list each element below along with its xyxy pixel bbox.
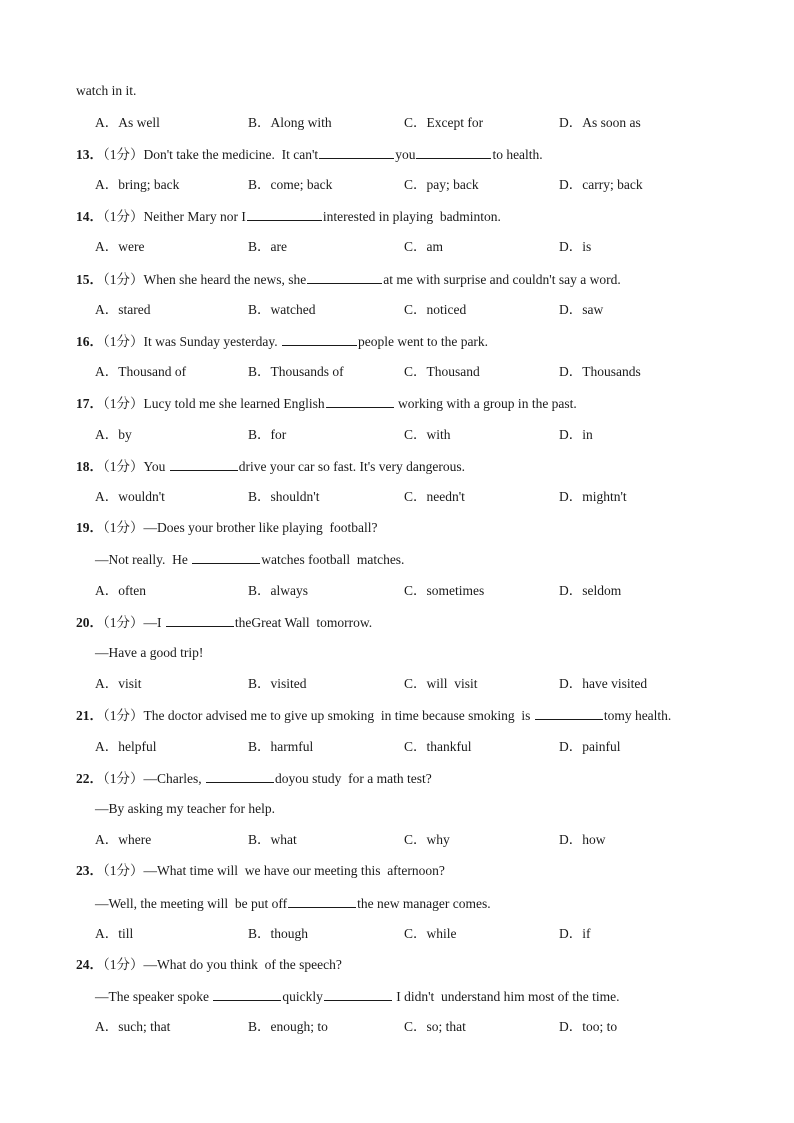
- question-score: （1分）: [103, 708, 144, 723]
- option-b: B．harmful: [248, 739, 314, 754]
- option-c: C．Except for: [404, 115, 484, 130]
- question-score: （1分）: [103, 771, 144, 786]
- question-number: 17．: [76, 396, 103, 411]
- option-a: A．helpful: [95, 739, 157, 754]
- option-d: D．how: [559, 832, 606, 847]
- question-19-options: [95, 582, 775, 600]
- question-text: quickly: [282, 989, 323, 1004]
- option-d: D．carry; back: [559, 177, 643, 192]
- question-21: [76, 706, 671, 725]
- question-19: [76, 519, 377, 537]
- question-score: （1分）: [103, 334, 144, 349]
- question-22: [76, 769, 432, 788]
- question-13-options: [95, 176, 775, 194]
- question-score: （1分）: [103, 459, 144, 474]
- question-number: 23．: [76, 863, 103, 878]
- question-23-line-2: [95, 894, 491, 913]
- question-24: [76, 956, 342, 974]
- question-16-options: [95, 363, 775, 381]
- question-text: Lucy told me she learned English: [143, 396, 325, 411]
- question-number: 14．: [76, 209, 103, 224]
- question-score: （1分）: [103, 957, 144, 972]
- option-d: D．Thousands: [559, 364, 641, 379]
- answer-blank: [288, 894, 356, 908]
- question-number: 20．: [76, 615, 103, 630]
- question-score: （1分）: [103, 147, 144, 162]
- option-d: D．if: [559, 926, 591, 941]
- answer-blank: [319, 145, 394, 159]
- option-a: A．such; that: [95, 1019, 171, 1034]
- question-24-line-2: [95, 987, 620, 1006]
- question-23: [76, 862, 445, 880]
- answer-blank: [247, 207, 322, 221]
- question-text: doyou study for a math test?: [275, 771, 432, 786]
- question-17-options: [95, 426, 775, 444]
- question-number: 22．: [76, 771, 103, 786]
- question-21-options: [95, 738, 775, 756]
- answer-blank: [213, 987, 281, 1001]
- option-a: A．often: [95, 583, 146, 598]
- question-23-options: [95, 925, 775, 943]
- question-text: You: [143, 459, 169, 474]
- question-14: [76, 207, 501, 226]
- answer-blank: [206, 769, 274, 783]
- option-c: C．Thousand: [404, 364, 480, 379]
- option-a: A．were: [95, 239, 145, 254]
- question-24-options: [95, 1018, 775, 1036]
- option-d: D．too; to: [559, 1019, 618, 1034]
- question-text: —Not really. He: [95, 552, 192, 567]
- answer-blank: [324, 987, 392, 1001]
- question-text: Neither Mary nor I: [143, 209, 246, 224]
- question-number: 21．: [76, 708, 103, 723]
- question-19-line-2: [95, 550, 404, 569]
- question-number: 19．: [76, 520, 103, 535]
- answer-blank: [192, 550, 260, 564]
- option-a: A．wouldn't: [95, 489, 165, 504]
- option-c: C．am: [404, 239, 443, 254]
- question-number: 13．: [76, 147, 103, 162]
- question-text: tomy health.: [603, 708, 672, 723]
- answer-blank: [170, 457, 238, 471]
- question-15: [76, 270, 621, 289]
- question-text: drive your car so fast. It's very dangerous.: [238, 459, 466, 474]
- question-text: —Does your brother like playing football?: [143, 520, 378, 535]
- question-number: 18．: [76, 459, 103, 474]
- option-c: C．noticed: [404, 302, 467, 317]
- option-a: A．As well: [95, 115, 160, 130]
- question-text: —What do you think of the speech?: [143, 957, 342, 972]
- question-text: —Have a good trip!: [95, 645, 204, 660]
- question-score: （1分）: [103, 863, 144, 878]
- option-a: A．till: [95, 926, 134, 941]
- question-score: （1分）: [103, 520, 144, 535]
- answer-blank: [416, 145, 491, 159]
- question-number: 16．: [76, 334, 103, 349]
- question-text: to health.: [492, 147, 543, 162]
- intro-text: [76, 82, 136, 100]
- q12-options: [95, 114, 775, 132]
- option-b: B．shouldn't: [248, 489, 320, 504]
- question-13: [76, 145, 543, 164]
- option-b: B．enough; to: [248, 1019, 328, 1034]
- answer-blank: [166, 613, 234, 627]
- option-c: C．why: [404, 832, 450, 847]
- option-c: C．pay; back: [404, 177, 479, 192]
- question-20: [76, 613, 372, 632]
- question-text: The doctor advised me to give up smoking in time because smoking is: [143, 708, 534, 723]
- answer-blank: [326, 394, 394, 408]
- question-text: I didn't understand him most of the time.: [392, 989, 620, 1004]
- question-text: —Charles,: [143, 771, 205, 786]
- question-score: （1分）: [103, 615, 144, 630]
- option-a: A．stared: [95, 302, 151, 317]
- question-score: （1分）: [103, 396, 144, 411]
- question-22-line-2: [95, 800, 275, 818]
- question-18: [76, 457, 465, 476]
- question-22-options: [95, 831, 775, 849]
- option-c: C．while: [404, 926, 457, 941]
- question-number: 24．: [76, 957, 103, 972]
- option-d: D．mightn't: [559, 489, 627, 504]
- intro-line: watch in it.: [76, 83, 137, 98]
- option-a: A．bring; back: [95, 177, 180, 192]
- question-text: Don't take the medicine. It can't: [143, 147, 319, 162]
- question-number: 15．: [76, 272, 103, 287]
- option-b: B．Along with: [248, 115, 332, 130]
- option-b: B．what: [248, 832, 297, 847]
- question-15-options: [95, 301, 775, 319]
- answer-blank: [282, 332, 357, 346]
- question-20-options: [95, 675, 775, 693]
- option-d: D．in: [559, 427, 593, 442]
- option-c: C．so; that: [404, 1019, 466, 1034]
- question-text: you: [395, 147, 416, 162]
- option-a: A．by: [95, 427, 132, 442]
- option-a: A．Thousand of: [95, 364, 187, 379]
- option-d: D．is: [559, 239, 592, 254]
- question-text: the new manager comes.: [357, 896, 491, 911]
- option-b: B．for: [248, 427, 287, 442]
- answer-blank: [307, 270, 382, 284]
- question-16: [76, 332, 488, 351]
- option-d: D．seldom: [559, 583, 622, 598]
- question-text: theGreat Wall tomorrow.: [234, 615, 373, 630]
- question-score: （1分）: [103, 209, 144, 224]
- option-b: B．are: [248, 239, 287, 254]
- option-d: D．have visited: [559, 676, 648, 691]
- option-c: C．thankful: [404, 739, 472, 754]
- question-text: —By asking my teacher for help.: [95, 801, 275, 816]
- option-b: B．come; back: [248, 177, 333, 192]
- question-text: working with a group in the past.: [394, 396, 577, 411]
- option-d: D．painful: [559, 739, 621, 754]
- option-b: B．Thousands of: [248, 364, 344, 379]
- option-b: B．visited: [248, 676, 307, 691]
- question-text: It was Sunday yesterday.: [143, 334, 281, 349]
- question-17: [76, 394, 577, 413]
- option-d: D．saw: [559, 302, 604, 317]
- option-b: B．watched: [248, 302, 316, 317]
- question-14-options: [95, 238, 775, 256]
- question-20-line-2: [95, 644, 203, 662]
- option-c: C．will visit: [404, 676, 478, 691]
- question-text: —I: [143, 615, 165, 630]
- question-text: at me with surprise and couldn't say a word.: [383, 272, 621, 287]
- question-text: —What time will we have our meeting this afternoon?: [143, 863, 445, 878]
- question-18-options: [95, 488, 775, 506]
- question-text: —The speaker spoke: [95, 989, 213, 1004]
- option-a: A．visit: [95, 676, 142, 691]
- question-text: interested in playing badminton.: [322, 209, 501, 224]
- answer-blank: [535, 706, 603, 720]
- question-text: watches football matches.: [261, 552, 405, 567]
- option-a: A．where: [95, 832, 152, 847]
- option-d: D．As soon as: [559, 115, 641, 130]
- question-score: （1分）: [103, 272, 144, 287]
- option-b: B．always: [248, 583, 308, 598]
- question-text: When she heard the news, she: [143, 272, 307, 287]
- question-text: people went to the park.: [357, 334, 489, 349]
- question-text: —Well, the meeting will be put off: [95, 896, 288, 911]
- option-c: C．sometimes: [404, 583, 485, 598]
- option-c: C．needn't: [404, 489, 465, 504]
- option-c: C．with: [404, 427, 451, 442]
- option-b: B．though: [248, 926, 309, 941]
